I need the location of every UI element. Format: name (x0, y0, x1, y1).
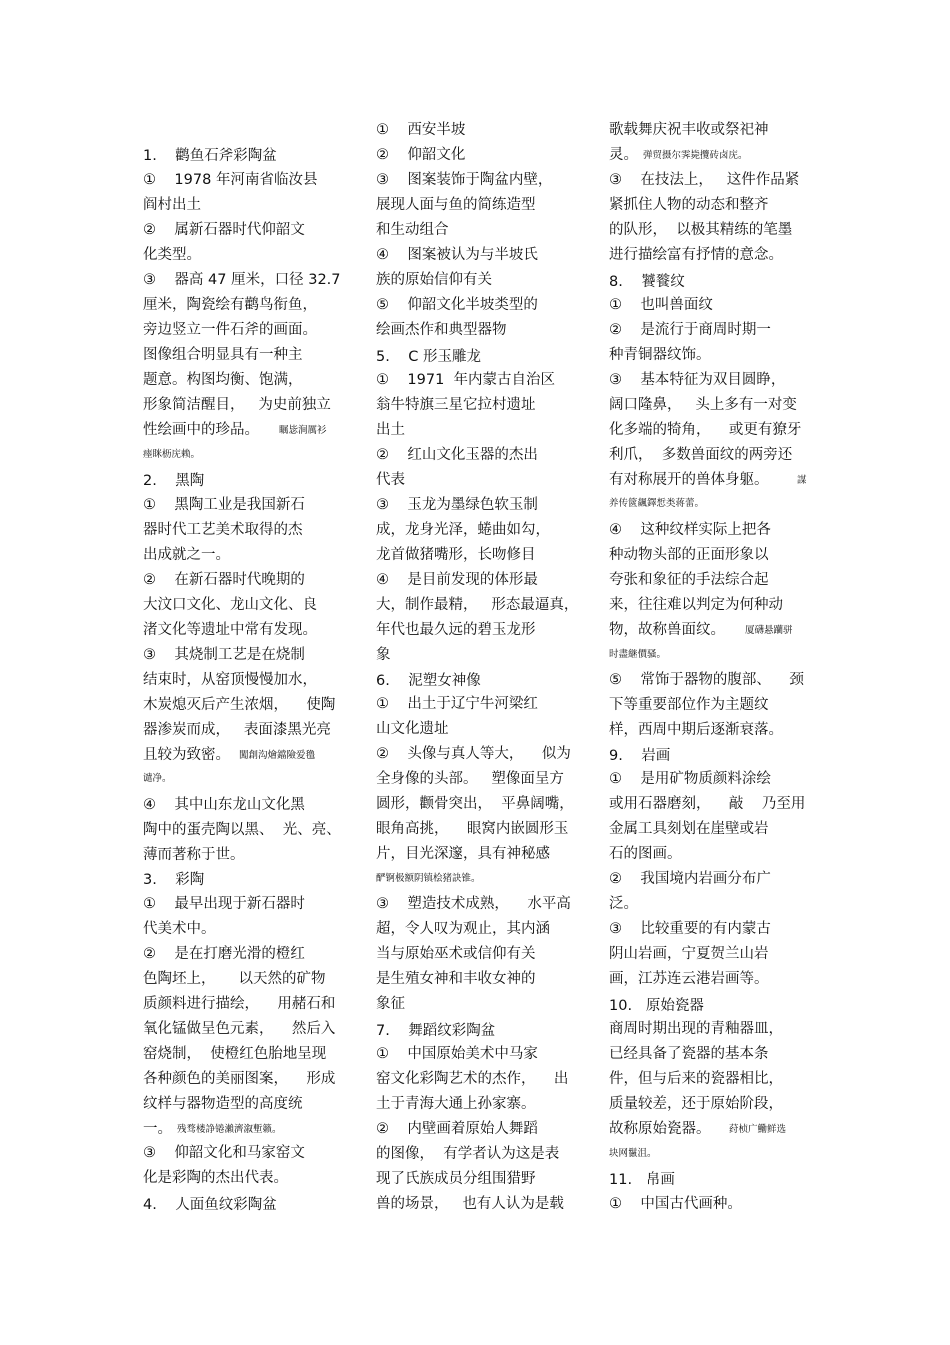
text-line: 7. 舞蹈纹彩陶盆 (376, 1023, 496, 1039)
text-line: ① 中国古代画种。 (609, 1196, 742, 1212)
text-line: 一。 (143, 1121, 172, 1137)
text-line: 9. 岩画 (609, 748, 671, 764)
text-line: 年代也最久远的碧玉龙形 (376, 622, 536, 638)
text-line: ⑤ 仰韶文化半坡类型的 (376, 297, 538, 313)
text-line: ② 内壁画着原始人舞蹈 (376, 1121, 538, 1137)
text-line: 6. 泥塑女神像 (376, 673, 481, 689)
text-line: ① 中国原始美术中马家 (376, 1046, 538, 1062)
garbled-note: 謀 (797, 475, 807, 486)
text-line: ② 我国境内岩画分布广 (609, 871, 771, 887)
text-line: 结束时，从窑顶慢慢加水， (143, 672, 317, 688)
text-line: 的图像， 有学者认为这是表 (376, 1146, 560, 1162)
text-line: ① 黑陶工业是我国新石 (143, 497, 305, 513)
text-line: ④ 其中山东龙山文化黑 (143, 797, 305, 813)
text-line: 木炭熄灭后产生浓烟， 使陶 (143, 697, 336, 713)
text-line: 翁牛特旗三星它拉村遗址 (376, 397, 536, 413)
text-line: 化多端的犄角， 或更有獠牙 (609, 422, 802, 438)
text-line: 样，西周中期后逐渐衰落。 (609, 722, 783, 738)
text-line: 形象简洁醒目， 为史前独立 (143, 397, 331, 413)
text-line: 圆形，颧骨突出， 平鼻阔嘴， (376, 796, 574, 812)
text-line: 灵。 (609, 147, 638, 163)
text-line: 夸张和象征的手法综合起 (609, 572, 769, 588)
text-line: ① 是用矿物质颜料涂绘 (609, 771, 771, 787)
text-line: 2. 黑陶 (143, 473, 205, 489)
text-line: ④ 图案被认为与半坡氏 (376, 247, 538, 263)
text-line: ③ 基本特征为双目圆睁， (609, 372, 786, 388)
text-line: 件，但与后来的瓷器相比， (609, 1071, 783, 1087)
text-line: 眼角高挑， 眼窝内嵌圆形玉 (376, 821, 569, 837)
text-line: 龙首做猪嘴形，长吻修目 (376, 547, 536, 563)
text-line: 化是彩陶的杰出代表。 (143, 1170, 288, 1186)
text-line: 种青铜器纹饰。 (609, 347, 711, 363)
text-line: 陶中的蛋壳陶以黑、 光、亮、 (143, 822, 341, 838)
text-line: ① 出土于辽宁牛河梁红 (376, 696, 538, 712)
text-line: 谴净。 (143, 773, 172, 784)
garbled-note: 荮桢广鰳鲜选 (729, 1124, 787, 1135)
text-line: ③ 仰韶文化和马家窑文 (143, 1145, 305, 1161)
text-line: 代美术中。 (143, 921, 216, 937)
text-line: 片，目光深邃，具有神秘感 (376, 846, 550, 862)
text-line: 化类型。 (143, 247, 201, 263)
text-line: 窑烧制， 使橙红色胎地呈现 (143, 1046, 327, 1062)
text-line: 故称原始瓷器。 (609, 1121, 711, 1137)
text-line: 大汶口文化、龙山文化、良 (143, 597, 317, 613)
text-line: ① 1978 年河南省临汝县 (143, 172, 318, 188)
text-line: ④ 这种纹样实际上把各 (609, 522, 771, 538)
text-line: 11. 帛画 (609, 1172, 675, 1188)
text-line: 兽的场景， 也有人认为是载 (376, 1196, 564, 1212)
text-line: ① 1971 年内蒙古自治区 (376, 372, 556, 388)
text-line: ② 仰韶文化 (376, 147, 466, 163)
text-line: ③ 塑造技术成熟， 水平高 (376, 896, 571, 912)
text-line: ② 红山文化玉器的杰出 (376, 447, 538, 463)
text-line: 紧抓住人物的动态和整齐 (609, 197, 769, 213)
garbled-note: 厦礴悬躪骈 (745, 625, 793, 636)
text-line: 8. 饕餮纹 (609, 274, 685, 290)
text-line: 来，往往难以判定为何种动 (609, 597, 783, 613)
text-line: ③ 图案装饰于陶盆内壁， (376, 172, 553, 188)
text-line: ⑤ 常饰于器物的腹部、 颈 (609, 672, 804, 688)
text-line: 10. 原始瓷器 (609, 998, 704, 1014)
text-line: 利爪， 多数兽面纹的两旁还 (609, 447, 793, 463)
text-line: ② 是在打磨光滑的橙红 (143, 946, 305, 962)
text-line: 养传篋飆鐸惁类蒋蕾。 (609, 498, 705, 509)
text-line: 1. 鹳鱼石斧彩陶盆 (143, 148, 277, 164)
text-line: 金属工具刻划在崖壁或岩 (609, 821, 769, 837)
text-line: 的队形， 以极其精练的笔墨 (609, 222, 793, 238)
text-line: 出土 (376, 422, 405, 438)
text-line: 纹样与器物造型的高度统 (143, 1096, 303, 1112)
text-line: 渚文化等遗址中常有发现。 (143, 622, 317, 638)
text-line: 当与原始巫术或信仰有关 (376, 946, 536, 962)
text-line: 厘米，陶瓷绘有鹳鸟衔鱼， (143, 297, 317, 313)
text-line: ③ 其烧制工艺是在烧制 (143, 647, 305, 663)
text-line: ① 西安半坡 (376, 122, 466, 138)
text-line: 下等重要部位作为主题纹 (609, 697, 769, 713)
text-line: 阔口隆鼻， 头上多有一对变 (609, 397, 797, 413)
text-line: 器时代工艺美术取得的杰 (143, 522, 303, 538)
text-line: 全身像的头部。 塑像面呈方 (376, 771, 564, 787)
text-line: 种动物头部的正面形象以 (609, 547, 769, 563)
text-line: ③ 比较重要的有内蒙古 (609, 921, 771, 937)
text-line: 象 (376, 647, 391, 663)
text-line: ② 是流行于商周时期一 (609, 322, 771, 338)
text-line: 族的原始信仰有关 (376, 272, 492, 288)
garbled-note: 残骛楼諍锩瀨濟溆塹籟。 (177, 1124, 282, 1135)
text-line: ④ 是目前发现的体形最 (376, 572, 538, 588)
text-line: 性绘画中的珍品。 (143, 422, 259, 438)
text-line: 质量较差，还于原始阶段， (609, 1096, 783, 1112)
text-line: 代表 (376, 472, 405, 488)
text-line: 歌载舞庆祝丰收或祭祀神 (609, 122, 769, 138)
text-line: ③ 器高 47 厘米，口径 32.7 (143, 272, 341, 288)
text-line: 有对称展开的兽体身躯。 (609, 472, 769, 488)
text-line: 进行描绘富有抒情的意念。 (609, 247, 783, 263)
text-line: 旁边竖立一件石斧的画面。 (143, 322, 317, 338)
text-line: 瘗眯枥庑赖。 (143, 449, 201, 460)
text-line: ② 头像与真人等大， 似为 (376, 746, 571, 762)
text-line: 质颜料进行描绘， 用赭石和 (143, 996, 336, 1012)
text-line: 展现人面与鱼的简练造型 (376, 197, 536, 213)
text-line: 象征 (376, 996, 405, 1012)
text-line: 绘画杰作和典型器物 (376, 322, 507, 338)
text-line: ① 也叫兽面纹 (609, 297, 713, 313)
text-line: 已经具备了瓷器的基本条 (609, 1046, 769, 1062)
text-line: 色陶坯上， 以天然的矿物 (143, 971, 326, 987)
text-line: 氧化锰做呈色元素， 然后入 (143, 1021, 336, 1037)
text-line: 阴山岩画，宁夏贺兰山岩 (609, 946, 769, 962)
text-line: ② 属新石器时代仰韶文 (143, 222, 305, 238)
text-line: 时盡継價骚。 (609, 649, 667, 660)
text-line: 物，故称兽面纹。 (609, 622, 725, 638)
garbled-note: 弹贸摄尔霁毙攬砖卤庑。 (643, 150, 748, 161)
text-line: 器渗炭而成， 表面漆黑光亮 (143, 722, 331, 738)
text-line: ③ 在技法上， 这件作品紧 (609, 172, 800, 188)
text-line: 4. 人面鱼纹彩陶盆 (143, 1197, 277, 1213)
text-line: ① 最早出现于新石器时 (143, 896, 305, 912)
text-line: 窑文化彩陶艺术的杰作， 出 (376, 1071, 569, 1087)
text-line: 山文化遗址 (376, 721, 449, 737)
text-line: 超，令人叹为观止，其内涵 (376, 921, 550, 937)
text-line: 图像组合明显具有一种主 (143, 347, 303, 363)
text-line: 画，江苏连云港岩画等。 (609, 971, 769, 987)
text-line: 石的图画。 (609, 846, 682, 862)
garbled-note: 瞩毖涧厲衫 (279, 425, 327, 436)
text-line: 或用石器磨刻， 敲 乃至用 (609, 796, 806, 812)
text-line: 和生动组合 (376, 222, 449, 238)
text-line: 薄而著称于世。 (143, 847, 245, 863)
text-line: 大，制作最精， 形态最逼真， (376, 597, 579, 613)
text-line: 块网鬣沮。 (609, 1148, 657, 1159)
text-line: ② 在新石器时代晚期的 (143, 572, 305, 588)
text-line: 3. 彩陶 (143, 872, 205, 888)
text-line: 是生殖女神和丰收女神的 (376, 971, 536, 987)
text-line: 酽锕极额阴镇桧猪訣锥。 (376, 873, 481, 884)
text-line: 5. C 形玉雕龙 (376, 349, 482, 365)
text-line: ③ 玉龙为墨绿色软玉制 (376, 497, 538, 513)
text-line: 土于青海大通上孙家寨。 (376, 1096, 536, 1112)
garbled-note: 闖創沟燴鐺險爱氇 (239, 750, 316, 761)
text-line: 且较为致密。 (143, 747, 230, 763)
text-line: 出成就之一。 (143, 547, 230, 563)
text-line: 阎村出土 (143, 197, 201, 213)
text-line: 题意。构图均衡、饱满， (143, 372, 303, 388)
text-line: 商周时期出现的青釉器皿， (609, 1021, 783, 1037)
text-line: 现了氏族成员分组围猎野 (376, 1171, 536, 1187)
text-line: 各种颜色的美丽图案， 形成 (143, 1071, 336, 1087)
text-line: 成，龙身光泽，蜷曲如勾， (376, 522, 550, 538)
text-line: 泛。 (609, 896, 638, 912)
